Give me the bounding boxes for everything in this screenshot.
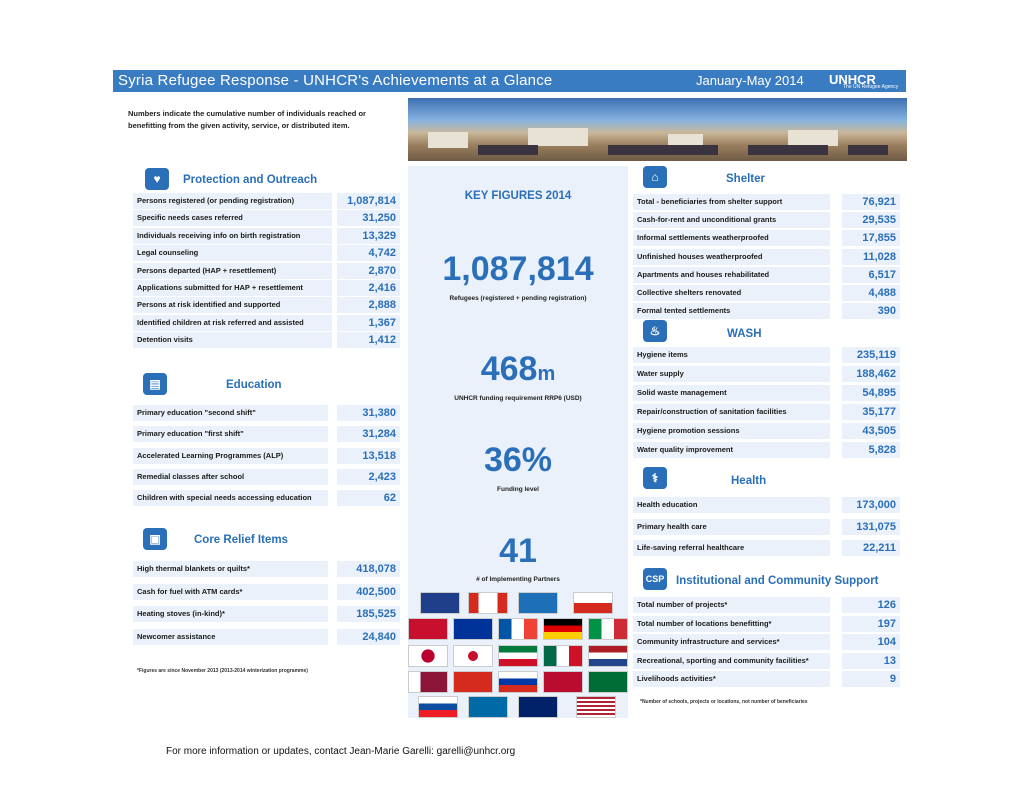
health-header <box>643 467 667 489</box>
row-label: Accelerated Learning Programmes (ALP) <box>133 448 328 464</box>
row-value: 22,211 <box>842 540 900 556</box>
row-label: Solid waste management <box>633 385 830 401</box>
row-value: 24,840 <box>337 629 400 645</box>
flag-slovakia-icon <box>418 696 458 718</box>
protection-title: Protection and Outreach <box>183 174 318 186</box>
row-label: Collective shelters renovated <box>633 285 830 301</box>
row-label: Persons registered (or pending registration) <box>133 193 332 209</box>
row-label: Health education <box>633 497 830 513</box>
row-value: 1,367 <box>337 315 400 331</box>
unhcr-logo-subtitle: The UN Refugee Agency <box>843 84 899 90</box>
flag-japan-icon <box>408 645 448 667</box>
flag-canada-icon <box>468 592 508 614</box>
row-value: 104 <box>842 634 900 650</box>
row-label: Hygiene promotion sessions <box>633 423 830 439</box>
row-label: Children with special needs accessing education <box>133 490 328 506</box>
health-title: Health <box>731 475 767 487</box>
row-label: Community infrastructure and services* <box>633 634 830 650</box>
row-value: 126 <box>842 597 900 613</box>
book-icon: ▤ <box>143 373 167 395</box>
partners-figure: 41 <box>499 532 537 570</box>
flag-australia-icon <box>420 592 460 614</box>
partners-caption: # of Implementing Partners <box>476 576 560 583</box>
row-label: Heating stoves (in-kind)* <box>133 606 328 622</box>
row-label: Newcomer assistance <box>133 629 328 645</box>
education-title: Education <box>226 379 282 391</box>
row-label: Primary health care <box>633 519 830 535</box>
row-value: 418,078 <box>337 561 400 577</box>
row-value: 62 <box>337 490 400 506</box>
row-label: Apartments and houses rehabilitated <box>633 267 830 283</box>
flag-germany-icon <box>543 618 583 640</box>
row-value: 2,416 <box>337 280 400 296</box>
row-label: Persons at risk identified and supported <box>133 297 332 313</box>
flag-united-kingdom-icon <box>518 696 558 718</box>
row-value: 9 <box>842 671 900 687</box>
flag-russia-icon <box>498 671 538 693</box>
row-label: Formal tented settlements <box>633 303 830 319</box>
house-icon: ⌂ <box>643 166 667 188</box>
csp-title: Institutional and Community Support <box>676 575 879 587</box>
flag-italy-icon <box>588 618 628 640</box>
flag-kuwait-icon <box>498 645 538 667</box>
row-value: 31,380 <box>337 405 400 421</box>
row-label: Total number of projects* <box>633 597 830 613</box>
row-label: Informal settlements weatherproofed <box>633 230 830 246</box>
row-label: High thermal blankets or quilts* <box>133 561 328 577</box>
flag-denmark-icon <box>408 618 448 640</box>
flag-saudi-arabia-icon <box>588 671 628 693</box>
row-value: 185,525 <box>337 606 400 622</box>
row-value: 31,250 <box>337 210 400 226</box>
flag-european-union-icon <box>453 618 493 640</box>
row-value: 2,423 <box>337 469 400 485</box>
row-label: Applications submitted for HAP + resettlement <box>133 280 332 296</box>
education-header <box>143 373 167 395</box>
row-value: 131,075 <box>842 519 900 535</box>
row-label: Specific needs cases referred <box>133 210 332 226</box>
row-label: Primary education "first shift" <box>133 426 328 442</box>
row-label: Life-saving referral healthcare <box>633 540 830 556</box>
wash-title: WASH <box>727 328 762 340</box>
row-label: Water supply <box>633 366 830 382</box>
row-label: Total number of locations benefitting* <box>633 616 830 632</box>
row-value: 2,870 <box>337 263 400 279</box>
csp-note: *Number of schools, projects or locations, not number of beneficiaries <box>640 699 808 705</box>
row-value: 173,000 <box>842 497 900 513</box>
row-value: 1,087,814 <box>337 193 400 209</box>
funding-requirement-caption: UNHCR funding requirement RRP6 (USD) <box>454 395 582 402</box>
funding-requirement-value: 468 <box>480 350 538 388</box>
flag-sweden-icon <box>468 696 508 718</box>
shelter-header <box>643 166 667 188</box>
key-figures-title: KEY FIGURES 2014 <box>464 190 572 202</box>
row-value: 197 <box>842 616 900 632</box>
row-value: 4,742 <box>337 245 400 261</box>
water-tap-icon: ♨ <box>643 320 667 342</box>
shelter-title: Shelter <box>726 173 765 185</box>
row-label: Livelihoods activities* <box>633 671 830 687</box>
unhcr-logo: UNHCR <box>829 72 876 87</box>
funding-level-figure: 36% <box>483 441 553 479</box>
row-value: 31,284 <box>337 426 400 442</box>
row-value: 6,517 <box>842 267 900 283</box>
row-value: 76,921 <box>842 194 900 210</box>
flag-france-icon <box>498 618 538 640</box>
intro-text: Numbers indicate the cumulative number of individuals reached or benefitting from the given activity, service, or distributed item. <box>128 109 366 130</box>
row-value: 4,488 <box>842 285 900 301</box>
row-value: 17,855 <box>842 230 900 246</box>
row-value: 54,895 <box>842 385 900 401</box>
contact-footer: For more information or updates, contact Jean-Marie Garelli: garelli@unhcr.org <box>166 746 516 757</box>
row-label: Individuals receiving info on birth registration <box>133 228 332 244</box>
row-label: Repair/construction of sanitation facilities <box>633 404 830 420</box>
row-value: 5,828 <box>842 442 900 458</box>
row-label: Cash for fuel with ATM cards* <box>133 584 328 600</box>
row-value: 11,028 <box>842 249 900 265</box>
row-value: 13,518 <box>337 448 400 464</box>
core-relief-note: *Figures are since November 2013 (2013-2014 winterization programme) <box>137 668 308 674</box>
row-label: Unfinished houses weatherproofed <box>633 249 830 265</box>
flag-norway-icon <box>543 671 583 693</box>
row-value: 1,412 <box>337 332 400 348</box>
refugees-caption: Refugees (registered + pending registration) <box>449 295 587 302</box>
flag-switzerland-icon <box>453 671 493 693</box>
row-label: Persons departed (HAP + resettlement) <box>133 263 332 279</box>
row-value: 43,505 <box>842 423 900 439</box>
page-title: Syria Refugee Response - UNHCR's Achievements at a Glance <box>118 72 553 89</box>
csp-header <box>643 568 667 590</box>
row-label: Water quality improvement <box>633 442 830 458</box>
flag-netherlands-icon <box>588 645 628 667</box>
wash-header <box>643 320 667 342</box>
funding-requirement-unit: m <box>537 363 556 385</box>
row-label: Detention visits <box>133 332 332 348</box>
medical-icon: ⚕ <box>643 467 667 489</box>
row-value: 235,119 <box>842 347 900 363</box>
flag-mexico-icon <box>543 645 583 667</box>
camp-photo <box>408 98 907 161</box>
row-value: 35,177 <box>842 404 900 420</box>
row-label: Cash-for-rent and unconditional grants <box>633 212 830 228</box>
flag-qatar-icon <box>408 671 448 693</box>
title-bar <box>113 70 906 92</box>
row-label: Legal counseling <box>133 245 332 261</box>
refugees-figure: 1,087,814 <box>442 250 594 288</box>
row-label: Recreational, sporting and community facilities* <box>633 653 830 669</box>
row-label: Total - beneficiaries from shelter support <box>633 194 830 210</box>
row-value: 188,462 <box>842 366 900 382</box>
row-value: 13 <box>842 653 900 669</box>
row-value: 390 <box>842 303 900 319</box>
protection-header <box>145 168 169 190</box>
row-label: Hygiene items <box>633 347 830 363</box>
date-range: January-May 2014 <box>696 73 804 88</box>
flag-un-cerf-icon <box>518 592 558 614</box>
row-label: Primary education "second shift" <box>133 405 328 421</box>
flag-chile-icon <box>573 592 613 614</box>
funding-requirement-figure <box>408 350 628 389</box>
csp-icon: CSP <box>643 568 667 590</box>
flag-united-states-icon <box>576 696 616 718</box>
box-icon: ▣ <box>143 528 167 550</box>
row-value: 29,535 <box>842 212 900 228</box>
row-label: Identified children at risk referred and assisted <box>133 315 332 331</box>
flag-korea-icon <box>453 645 493 667</box>
row-value: 2,888 <box>337 297 400 313</box>
row-label: Remedial classes after school <box>133 469 328 485</box>
core-relief-header <box>143 528 167 550</box>
row-value: 402,500 <box>337 584 400 600</box>
funding-level-caption: Funding level <box>497 486 539 493</box>
core-relief-title: Core Relief Items <box>194 534 288 546</box>
row-value: 13,329 <box>337 228 400 244</box>
handshake-icon: ♥ <box>145 168 169 190</box>
